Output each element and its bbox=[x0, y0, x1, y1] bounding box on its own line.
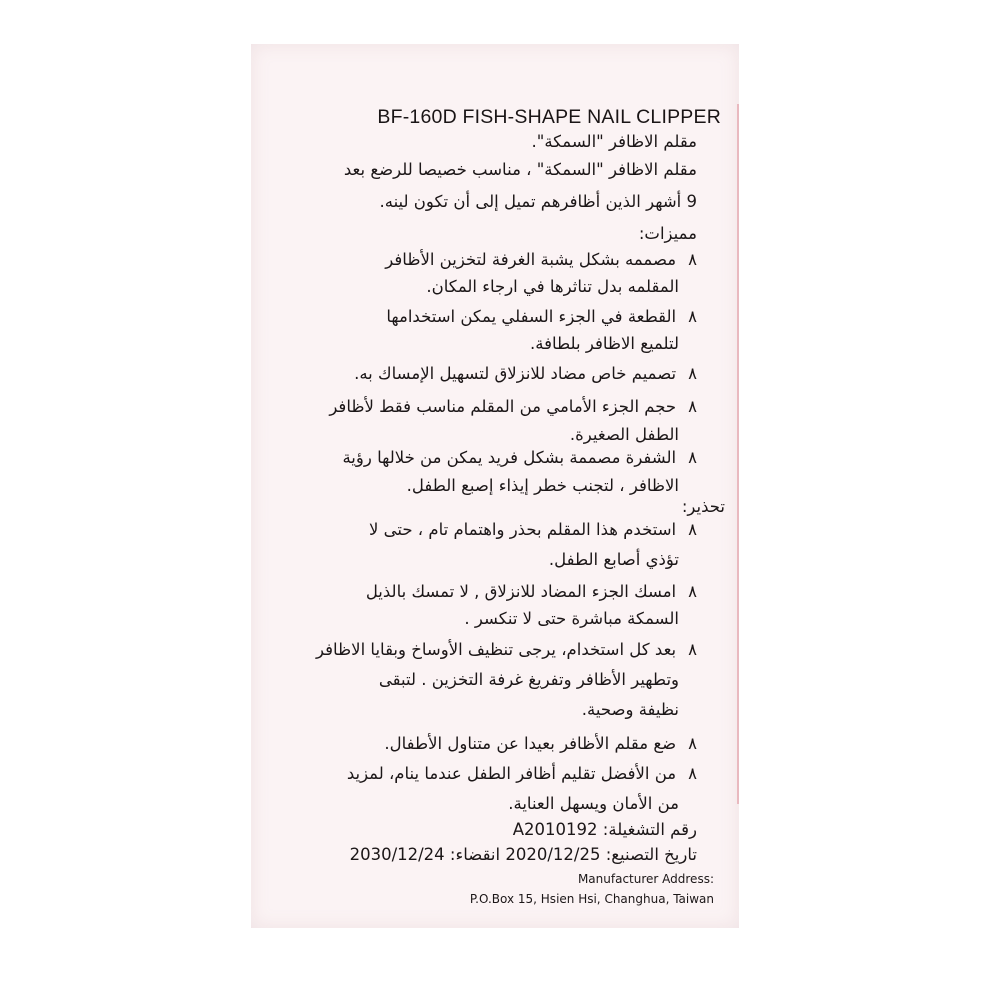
feature-item-1-line-1: مصممه بشكل يشبة الغرفة لتخزين الأظافر bbox=[385, 250, 677, 269]
warning-item-3-line-3: نظيفة وصحية. bbox=[581, 700, 679, 719]
intro-name-line: مقلم الاظافر "السمكة". bbox=[531, 132, 697, 151]
label-text-area bbox=[251, 44, 739, 928]
intro-description-line-2: 9 أشهر الذين أظافرهم تميل إلى أن تكون لينه. bbox=[379, 192, 697, 211]
manufacture-expiry-dates: تاريخ التصنيع: 2020/12/25 انقضاء: 2030/12/24 bbox=[349, 845, 697, 864]
manufacturer-address: P.O.Box 15, Hsien Hsi, Changhua, Taiwan bbox=[469, 892, 714, 906]
warning-item-5-line-2: من الأمان ويسهل العناية. bbox=[508, 794, 679, 813]
bullet-marker: ٨ bbox=[688, 250, 697, 269]
feature-item-1-line-2: المقلمه بدل تناثرها في ارجاء المكان. bbox=[426, 277, 679, 296]
bullet-marker: ٨ bbox=[688, 307, 697, 326]
feature-item-5-line-2: الاظافر ، لتجنب خطر إيذاء إصبع الطفل. bbox=[406, 476, 679, 495]
feature-item-4 bbox=[329, 399, 697, 416]
warning-item-3-line-1: بعد كل استخدام، يرجى تنظيف الأوساخ وبقايا الاظافر bbox=[316, 640, 677, 659]
warning-item-1-line-2: تؤذي أصابع الطفل. bbox=[548, 550, 679, 569]
bullet-marker: ٨ bbox=[688, 582, 697, 601]
feature-item-4-line-2: الطفل الصغيرة. bbox=[569, 425, 679, 444]
feature-item-5-line-1: الشفرة مصممة بشكل فريد يمكن من خلالها رؤية bbox=[342, 448, 677, 467]
feature-item-1 bbox=[385, 252, 697, 269]
bullet-marker: ٨ bbox=[688, 734, 697, 753]
bullet-marker: ٨ bbox=[688, 397, 697, 416]
warning-item-1-line-1: استخدم هذا المقلم بحذر واهتمام تام ، حتى لا bbox=[368, 520, 677, 539]
manufacturer-label: Manufacturer Address: bbox=[577, 872, 714, 886]
feature-item-4-line-1: حجم الجزء الأمامي من المقلم مناسب فقط لأظافر bbox=[329, 397, 677, 416]
warning-item-4-line-1: ضع مقلم الأظافر بعيدا عن متناول الأطفال. bbox=[384, 734, 677, 753]
warning-item-2-line-2: السمكة مباشرة حتى لا تنكسر . bbox=[464, 609, 679, 628]
warning-item-1 bbox=[369, 522, 697, 539]
warning-item-2-line-1: امسك الجزء المضاد للانزلاق , لا تمسك بالذيل bbox=[365, 582, 677, 601]
warnings-heading: تحذير: bbox=[681, 497, 725, 516]
feature-item-2-line-2: لتلميع الاظافر بلطافة. bbox=[530, 334, 679, 353]
warning-item-5-line-1: من الأفضل تقليم أظافر الطفل عندما ينام، لمزيد bbox=[346, 764, 677, 783]
warning-item-5 bbox=[347, 766, 697, 783]
feature-item-3 bbox=[354, 366, 697, 383]
warning-item-3-line-2: وتطهير الأظافر وتفريغ غرفة التخزين . لتبقى bbox=[378, 670, 679, 689]
bullet-marker: ٨ bbox=[688, 364, 697, 383]
warning-item-4 bbox=[384, 736, 697, 753]
lot-number: رقم التشغيلة: A2010192 bbox=[512, 820, 697, 839]
bullet-marker: ٨ bbox=[688, 764, 697, 783]
bullet-marker: ٨ bbox=[688, 448, 697, 467]
feature-item-2-line-1: القطعة في الجزء السفلي يمكن استخدامها bbox=[386, 307, 677, 326]
features-heading: مميزات: bbox=[638, 224, 697, 243]
feature-item-2 bbox=[386, 309, 697, 326]
bullet-marker: ٨ bbox=[688, 640, 697, 659]
product-label-card bbox=[251, 44, 739, 928]
bullet-marker: ٨ bbox=[688, 520, 697, 539]
warning-item-2 bbox=[366, 584, 697, 601]
product-title: BF-160D FISH-SHAPE NAIL CLIPPER bbox=[377, 106, 721, 128]
warning-item-3 bbox=[316, 642, 697, 659]
feature-item-5 bbox=[342, 450, 697, 467]
intro-description-line-1: مقلم الاظافر "السمكة" ، مناسب خصيصا للرضع بعد bbox=[343, 160, 697, 179]
feature-item-3-line-1: تصميم خاص مضاد للانزلاق لتسهيل الإمساك به. bbox=[354, 364, 677, 383]
